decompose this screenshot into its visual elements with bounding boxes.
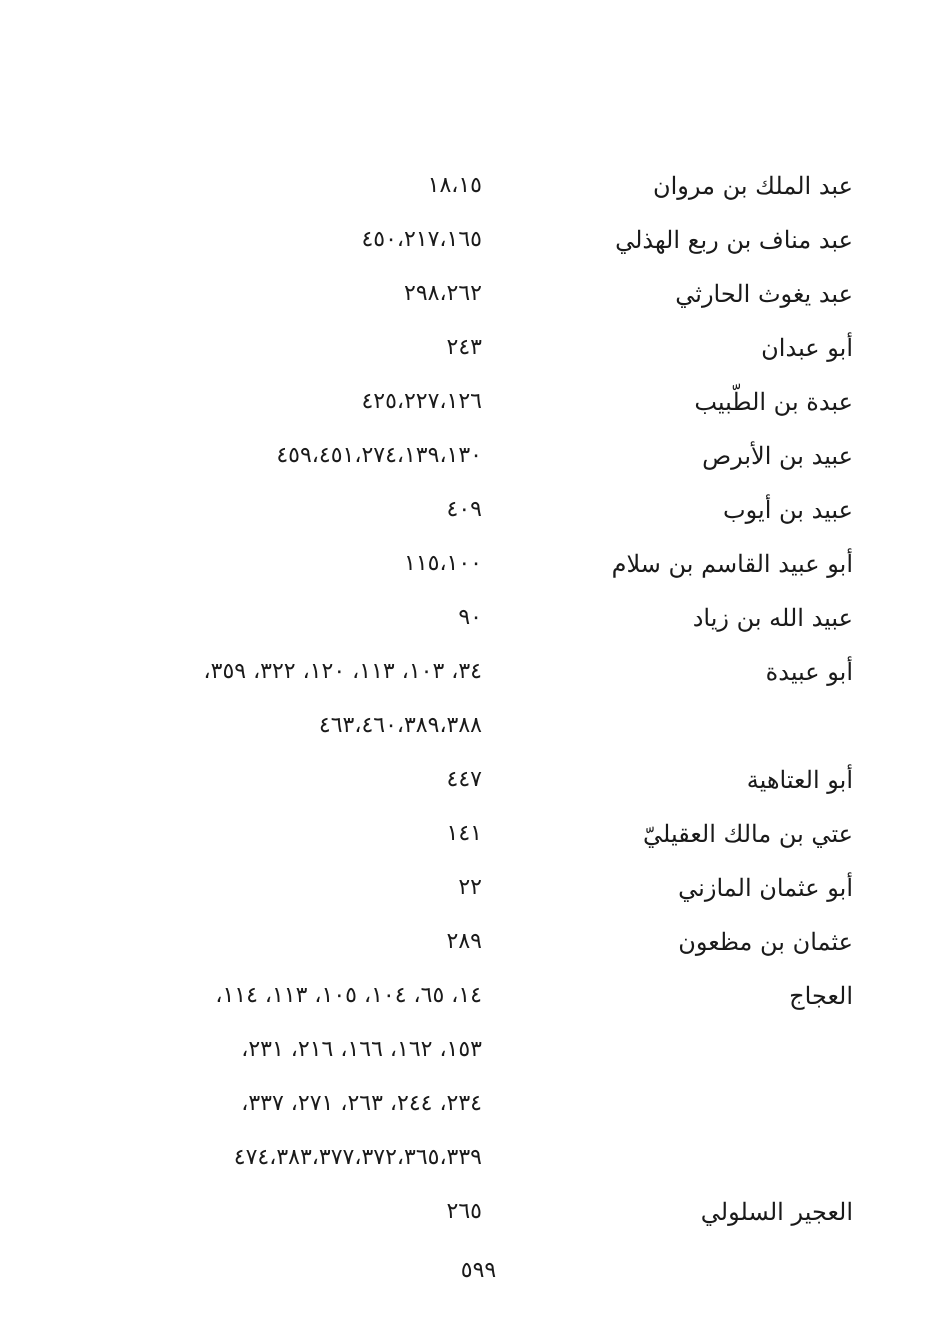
entry-pages: ٤٢٥،٢٢٧،١٢٦ xyxy=(361,389,482,414)
entry-pages: ١٨،١٥ xyxy=(427,173,482,198)
entry-pages: ٤٦٣،٤٦٠،٣٨٩،٣٨٨ xyxy=(318,713,482,738)
index-entry xyxy=(0,538,945,592)
name-index xyxy=(0,160,945,1240)
entry-name: عبد مناف بن ربع الهذلي xyxy=(615,226,853,254)
index-entry xyxy=(0,592,945,646)
index-entry-continuation xyxy=(0,1132,945,1186)
index-entry xyxy=(0,916,945,970)
entry-name: أبو عثمان المازني xyxy=(678,874,853,902)
entry-name: أبو عبيد القاسم بن سلام xyxy=(611,550,853,578)
index-entry xyxy=(0,808,945,862)
entry-pages: ٢٨٩ xyxy=(446,929,482,954)
entry-name: عبيد بن الأبرص xyxy=(702,442,853,470)
entry-name: العجير السلولي xyxy=(700,1198,853,1226)
entry-name: عبيد الله بن زياد xyxy=(692,604,853,632)
entry-name: عثمان بن مظعون xyxy=(678,928,853,956)
entry-pages: ٩٠ xyxy=(458,605,482,630)
entry-name: أبو العتاهية xyxy=(746,766,853,794)
entry-pages: ٢٢ xyxy=(458,875,482,900)
entry-pages: ١١٥،١٠٠ xyxy=(404,551,482,576)
entry-name: عبيد بن أيوب xyxy=(723,496,853,524)
index-entry xyxy=(0,430,945,484)
entry-pages: ٢٩٨،٢٦٢ xyxy=(404,281,482,306)
entry-name: عبد يغوث الحارثي xyxy=(675,280,853,308)
index-entry-continuation xyxy=(0,700,945,754)
entry-pages: ٤٥٩،٤٥١،٢٧٤،١٣٩،١٣٠ xyxy=(276,443,482,468)
entry-name: عبدة بن الطّبيب xyxy=(694,388,853,416)
index-entry xyxy=(0,970,945,1024)
index-entry-continuation xyxy=(0,1024,945,1078)
entry-name: عبد الملك بن مروان xyxy=(652,172,853,200)
index-entry xyxy=(0,376,945,430)
entry-name: أبو عبدان xyxy=(761,334,853,362)
entry-pages: ٤٧٤،٣٨٣،٣٧٧،٣٧٢،٣٦٥،٣٣٩ xyxy=(233,1145,482,1170)
entry-name: أبو عبيدة xyxy=(765,658,853,686)
entry-pages: ٤٥٠،٢١٧،١٦٥ xyxy=(361,227,482,252)
entry-pages: ٢٦٥ xyxy=(446,1199,482,1224)
entry-pages: ١٥٣، ١٦٢، ١٦٦، ٢١٦، ٢٣١، xyxy=(241,1037,482,1062)
entry-pages: ٤٤٧ xyxy=(446,767,482,792)
entry-pages: ١٤١ xyxy=(446,821,482,846)
index-entry xyxy=(0,484,945,538)
index-entry xyxy=(0,862,945,916)
index-entry xyxy=(0,1186,945,1240)
index-entry xyxy=(0,754,945,808)
page-number: ٥٩٩ xyxy=(460,1258,497,1283)
entry-name: عتي بن مالك العقيليّ xyxy=(643,820,853,848)
index-entry xyxy=(0,646,945,700)
entry-pages: ٢٣٤، ٢٤٤، ٢٦٣، ٢٧١، ٣٣٧، xyxy=(241,1091,482,1116)
entry-pages: ٢٤٣ xyxy=(446,335,482,360)
entry-pages: ٣٤، ١٠٣، ١١٣، ١٢٠، ٣٢٢، ٣٥٩، xyxy=(203,659,482,684)
index-entry-continuation xyxy=(0,1078,945,1132)
index-entry xyxy=(0,160,945,214)
entry-pages: ١٤، ٦٥، ١٠٤، ١٠٥، ١١٣، ١١٤، xyxy=(215,983,482,1008)
entry-pages: ٤٠٩ xyxy=(446,497,482,522)
index-entry xyxy=(0,214,945,268)
index-entry xyxy=(0,322,945,376)
index-entry xyxy=(0,268,945,322)
entry-name: العجاج xyxy=(789,982,853,1010)
